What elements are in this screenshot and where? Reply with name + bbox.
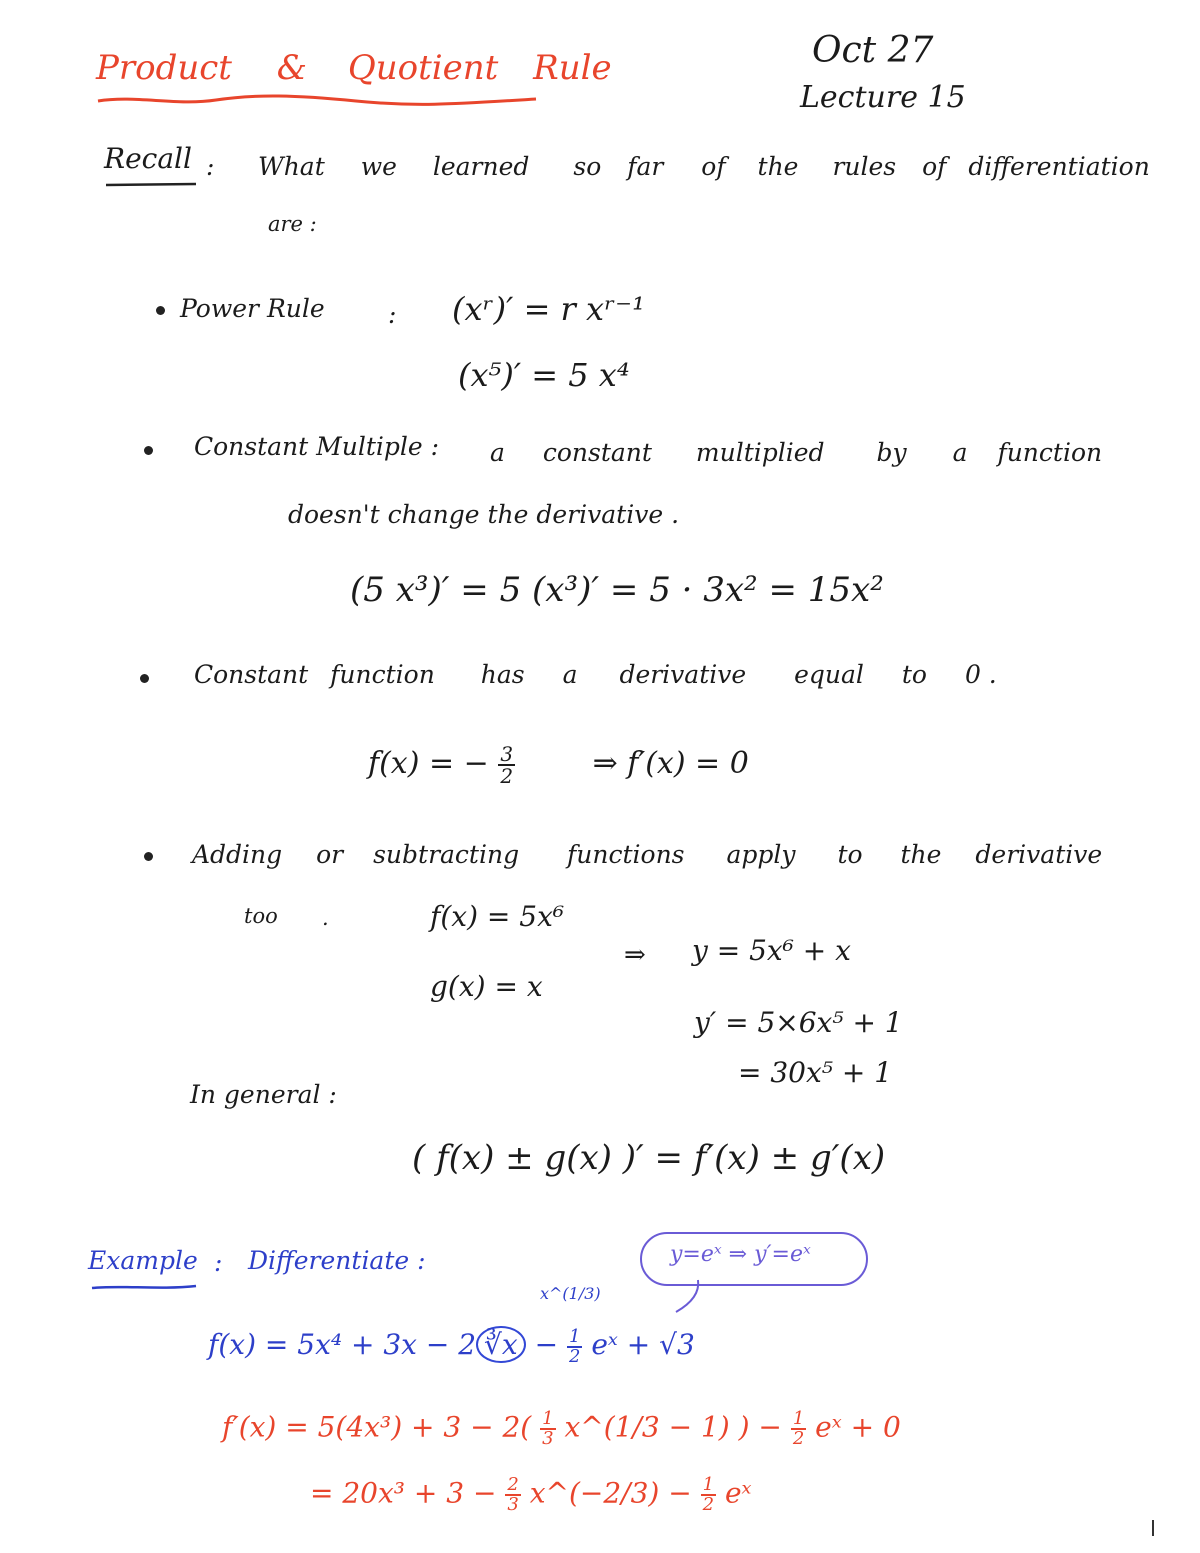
d2-half-den: 2 (702, 1494, 715, 1515)
cloud-note-text: y=eˣ ⇒ y′=eˣ (670, 1242, 811, 1267)
adding-dot: . (322, 906, 329, 930)
d1-half-den: 2 (792, 1428, 805, 1449)
title-quotient: Quotient (347, 48, 499, 88)
cm-word: a (952, 438, 968, 467)
d1-frac-num: 1 (542, 1408, 554, 1429)
d2-half (701, 1476, 716, 1514)
cm-word: a (490, 438, 505, 467)
bullet (140, 674, 149, 683)
bullet (144, 852, 153, 861)
d1-frac-den: 3 (542, 1428, 554, 1449)
constant-multiple-text (490, 438, 1102, 467)
add-word: Adding (192, 840, 283, 869)
recall-underline (104, 180, 200, 190)
example-underline (90, 1282, 200, 1292)
d1-half (791, 1410, 806, 1448)
recall-line2: are : (268, 212, 317, 236)
cf-formula-left: f(x) = − (368, 746, 489, 781)
d2-frac-num: 2 (507, 1474, 519, 1495)
title-underline (96, 92, 541, 108)
adding-arrow: ⇒ (624, 940, 646, 970)
d2-frac-den: 3 (507, 1494, 519, 1515)
f-definition: f(x) = 5x⁶ (430, 900, 565, 933)
power-rule-example: (x⁵)′ = 5 x⁴ (458, 356, 630, 394)
add-word: or (316, 840, 344, 869)
recall-word: far (627, 152, 664, 181)
cf-word: 0 . (964, 660, 997, 689)
constant-function-text (194, 660, 997, 689)
constant-multiple-text2: doesn't change the derivative . (288, 500, 680, 529)
cf-frac-den: 2 (500, 764, 514, 788)
cf-word: equal (794, 660, 864, 689)
power-rule-label: Power Rule (180, 294, 325, 323)
derivative-line-1 (222, 1410, 901, 1448)
bullet (144, 446, 153, 455)
d2-frac (505, 1476, 520, 1514)
d1-part2: x^(1/3 − 1) ) − (564, 1410, 782, 1444)
add-word: apply (726, 840, 796, 869)
title-ampersand: & (276, 48, 308, 88)
recall-word: What (258, 152, 325, 181)
adding-too: too (244, 904, 278, 928)
recall-word: of (922, 152, 947, 181)
d1-frac (540, 1410, 555, 1448)
add-word: subtracting (373, 840, 520, 869)
add-word: to (837, 840, 863, 869)
g-definition: g(x) = x (430, 970, 543, 1003)
annotation-x-third: x^(1/3) (540, 1284, 601, 1303)
d2-half-num: 1 (702, 1474, 715, 1495)
lecture-number: Lecture 15 (800, 80, 966, 115)
constant-multiple-label: Constant Multiple : (194, 432, 440, 461)
bullet (156, 306, 165, 315)
recall-word: rules (832, 152, 897, 181)
y-prime: y′ = 5×6x⁵ + 1 (694, 1006, 903, 1039)
power-rule-formula: (xʳ)′ = r xʳ⁻¹ (452, 290, 645, 328)
cf-word: function (330, 660, 435, 689)
d1-half-num: 1 (792, 1408, 805, 1429)
cf-word: a (562, 660, 578, 689)
general-formula: ( f(x) ± g(x) )′ = f′(x) ± g′(x) (412, 1138, 886, 1178)
y-result: = 30x⁵ + 1 (738, 1056, 893, 1089)
power-rule-colon: : (388, 300, 397, 329)
recall-label: Recall (104, 142, 192, 175)
cm-word: multiplied (695, 438, 825, 467)
recall-word: of (701, 152, 726, 181)
ex-fn-part1: f(x) = 5x⁴ + 3x − 2 (208, 1328, 477, 1361)
add-word: derivative (975, 840, 1103, 869)
cf-word: has (480, 660, 525, 689)
ex-fn-half-den: 2 (568, 1345, 581, 1367)
cf-word: derivative (619, 660, 747, 689)
recall-word: we (360, 152, 397, 181)
ex-fn-half (567, 1325, 582, 1367)
cf-frac-num: 3 (500, 742, 514, 766)
adding-text (192, 840, 1102, 869)
recall-word: so (573, 152, 602, 181)
cf-word: to (901, 660, 927, 689)
cloud-tail (670, 1276, 710, 1316)
add-word: the (900, 840, 942, 869)
lecture-date: Oct 27 (812, 30, 934, 71)
general-label: In general : (190, 1080, 337, 1109)
title-product: Product (96, 48, 232, 88)
recall-colon: : (206, 152, 215, 181)
ex-fn-part3: eˣ + √3 (591, 1328, 695, 1361)
constant-function-formula (368, 744, 749, 786)
recall-word: differentiation (968, 152, 1150, 181)
d1-part1: f′(x) = 5(4x³) + 3 − 2( (222, 1410, 532, 1444)
page-title (96, 48, 612, 88)
ex-fn-part2: − (534, 1328, 559, 1361)
d2-part1: = 20x³ + 3 − (310, 1476, 497, 1510)
cm-word: constant (542, 438, 652, 467)
example-function (208, 1326, 695, 1366)
example-label: Example (88, 1246, 198, 1275)
derivative-line-2 (310, 1476, 751, 1514)
example-colon: : (214, 1248, 223, 1277)
cf-fraction (498, 744, 515, 786)
y-definition: y = 5x⁶ + x (692, 934, 851, 967)
add-word: functions (567, 840, 685, 869)
recall-word: the (757, 152, 799, 181)
constant-multiple-formula: (5 x³)′ = 5 (x³)′ = 5 · 3x² = 15x² (350, 570, 884, 610)
cm-word: by (876, 438, 907, 467)
margin-mark (1152, 1520, 1154, 1536)
recall-word: learned (432, 152, 530, 181)
example-instruction: Differentiate : (248, 1246, 426, 1275)
d2-part2: x^(−2/3) − (529, 1476, 692, 1510)
cf-word: Constant (194, 660, 309, 689)
recall-sentence (258, 152, 1150, 181)
d2-part3: eˣ (724, 1476, 752, 1510)
cm-word: function (997, 438, 1103, 467)
title-rule: Rule (533, 48, 612, 88)
cf-formula-right: ⇒ f′(x) = 0 (592, 746, 749, 781)
ex-fn-circled-root: ∛x (476, 1326, 526, 1363)
d1-part3: eˣ + 0 (815, 1410, 901, 1444)
ex-fn-half-num: 1 (568, 1325, 581, 1347)
